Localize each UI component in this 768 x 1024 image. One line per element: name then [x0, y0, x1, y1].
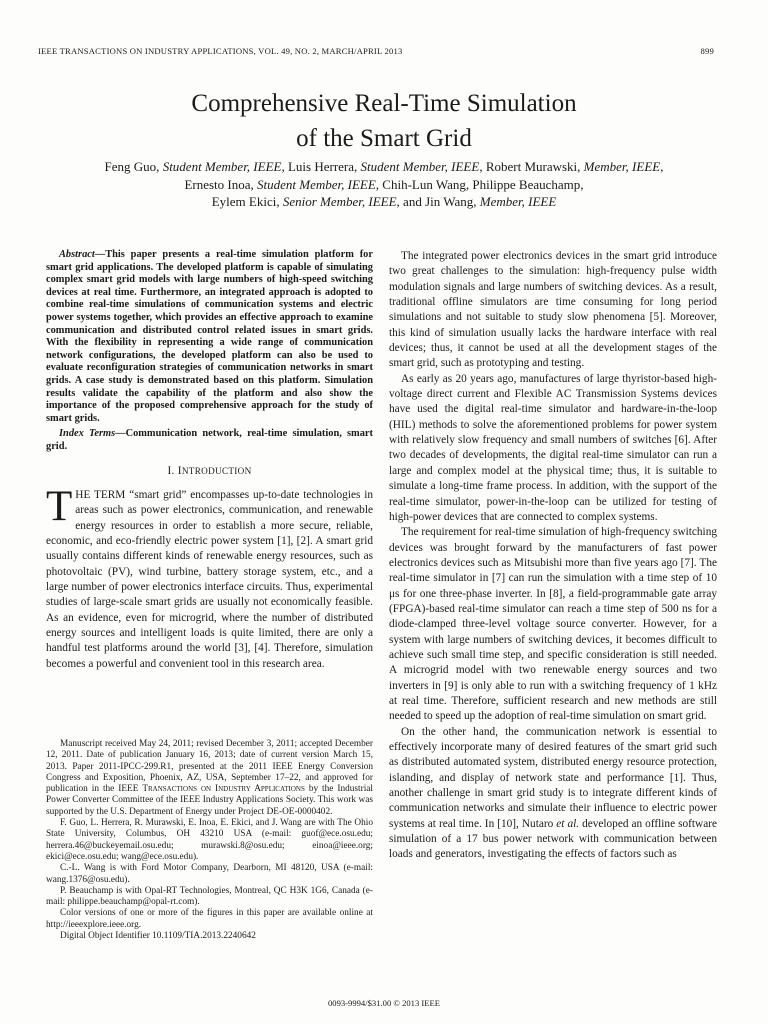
journal-citation: IEEE TRANSACTIONS ON INDUSTRY APPLICATIONS, VOL. 49, NO. 2, MARCH/APRIL 2013 — [38, 46, 403, 56]
title-line-1: Comprehensive Real-Time Simulation — [191, 90, 577, 117]
author-membership: Member, IEEE — [583, 159, 661, 174]
author-text: Feng Guo, — [104, 159, 163, 174]
body-text: developed an offline software simulation of a 17 bus power network with communication between loads and generators, investigating the effects of factors such as — [389, 817, 717, 861]
author-text: Ernesto Inoa, — [184, 176, 257, 192]
introduction-text: HE TERM “smart grid” encompasses up-to-date technologies in areas such as power electronics, communication, and renewable energy resources in order to establish a more secure, reliable, economic, and eco-friendly electric power system [1], [2]. A smart grid usually contains different kinds of renewable energy resources, such as photovoltaic (PV), wind turbine, battery storage system, etc., and a large number of power electronics interface circuits. Thus, experimental studies of large-scale smart grids are usually not economically feasible. As an evidence, even for microgrid, where the number of distributed energy sources and intelligent loads is quite limited, there are only a handful test platforms around the world [3], [4]. Therefore, simulation becomes a powerful and convenient tool in this research area. — [46, 488, 373, 670]
author-membership: Senior Member, IEEE — [282, 194, 397, 209]
journal-name: Transactions on Industry Applications — [142, 784, 305, 795]
title-line-2: of the Smart Grid — [296, 125, 472, 152]
author-text: Eylem Ekici, — [211, 194, 283, 209]
manuscript-note-text: Manuscript received May 24, 2011; revised December 3, 2011; accepted December 12, 2011. Date of publication January 16, 2013; date of current version March 15, 2013. Paper 2011-IPCC-299.R1, presented at the 2011 IEEE Energy Conversion Congress and Exposition, Phoenix, AZ, USA, September 17–22, and approved for publication in the IEEE — [46, 739, 373, 795]
body-text-italic: et al. — [556, 817, 580, 830]
section-number: I. — [167, 464, 178, 477]
index-terms — [46, 428, 373, 453]
index-terms-text: —Communication network, real-time simulation, smart grid. — [46, 428, 373, 452]
author-membership: Student Member, IEEE — [162, 159, 282, 174]
author-list — [50, 158, 718, 211]
body-paragraph: The requirement for real-time simulation of high-frequency switching devices was brought forward by the manufacturers of fast power electronics devices such as Mitsubishi more than five years ago [7]. The real-time simulator in [7] can run the simulation with a time step of 10 μs for one three-phase inverter. In [8], a field-programmable gate array (FPGA)-based real-time simulator can reach a time step of 500 ns for a diode-clamped three-level voltage source converter. However, for a system with large numbers of switching devices, it becomes difficult to achieve such small time step, and specific consideration is still needed. A microgrid model with two renewable energy sources and two inverters in [9] is only able to run with a switching frequency of 1 kHz at real time. Therefore, sufficient research and new methods are still needed to speed up the adoption of real-time simulation on smart grid. — [389, 526, 717, 723]
authors-line-3 — [50, 193, 718, 211]
body-text: On the other hand, the communication network is essential to effectively incorporate many of desired features of the smart grid such as distributed automated system, distributed energy resource protection, islanding, and display of network state and performance [1]. Thus, another challenge in smart grid study is to integrate different kinds of communication networks and simulate their influence to electric power systems at real time. In [10], Nutaro — [389, 725, 717, 830]
body-paragraph: The integrated power electronics devices in the smart grid introduce two great challenges to the simulation: high-frequency pulse width modulation signals and large numbers of switching devices. As a result, traditional offline simulators are time consuming for long period simulations and not suitable to study slow phenomena [5]. Moreover, this kind of simulation usually lacks the hardware interface with real devices; thus, it cannot be used at all the development stages of the smart grid, such as prototyping and testing. — [389, 250, 717, 370]
drop-cap: T — [46, 482, 73, 530]
first-page-footnote — [46, 739, 373, 942]
author-text: , — [660, 159, 664, 174]
introduction-paragraph — [46, 482, 373, 672]
left-column — [46, 249, 373, 672]
manuscript-note — [46, 739, 373, 818]
author-text: , Robert Murawski, — [479, 159, 584, 174]
author-membership: Student Member, IEEE — [360, 159, 480, 174]
author-membership: Member, IEEE — [479, 194, 557, 209]
doi-note: Digital Object Identifier 10.1109/TIA.2013.2240642 — [60, 931, 256, 942]
authors-line-2 — [50, 176, 718, 194]
section-title-initial: I — [177, 464, 182, 477]
color-figures-note: Color versions of one or more of the figures in this paper are available online at http://ieeexplore.ieee.org. — [46, 908, 373, 930]
page-number: 899 — [700, 46, 714, 56]
authors-line-1 — [50, 158, 718, 176]
author-text: , and Jin Wang, — [396, 194, 480, 209]
author-text: , Luis Herrera, — [281, 159, 361, 174]
abstract-text: —This paper presents a real-time simulation platform for smart grid applications. The developed platform is capable of simulating complex smart grid models with large numbers of high-speed switching devices at real time. Furthermore, an integrated approach is adopted to combine real-time simulations of communication systems and electric power systems together, which provides an effective approach to examine communication and distributed control related issues in smart grids. With the flexibility in representing a wide range of communication network configurations, the developed platform can also be used to evaluate reconfiguration strategies of communication networks in smart grids. A case study is demonstrated based on this platform. Simulation results validate the capability of the platform and also show the importance of the proposed comprehensive approach for the study of smart grids. — [46, 249, 373, 424]
body-paragraph — [389, 725, 717, 863]
body-paragraph: As early as 20 years ago, manufactures of large thyristor-based high-voltage direct current and Flexible AC Transmission Systems devices have used the digital real-time simulator and hardware-in-the-loop (HIL) methods to solve the aforementioned problems for power system with relatively slow frequency and small numbers of switches [6]. After two decades of developments, the digital real-time simulator can run a large and complex model at the physical time; thus, it is suitable to simulate a long-time frame process. In addition, with the support of the real-time simulator, power-in-the-loop can be utilized for testing of high-power devices that are connected to complex systems. — [389, 372, 717, 523]
section-heading-introduction — [46, 464, 373, 479]
author-membership: Student Member, IEEE — [257, 176, 376, 192]
affiliation-ford: C.-L. Wang is with Ford Motor Company, Dearborn, MI 48120, USA (e-mail: wang.1376@osu.edu). — [46, 863, 373, 885]
manuscript-note-text: by the Industrial Power Converter Committee of the IEEE Industry Applications Society. This work was supported by the U.S. Department of Energy under Project DE-OE-0000402. — [46, 784, 373, 817]
right-column — [389, 249, 717, 863]
paper-title — [60, 86, 708, 156]
affiliation-opal-rt: P. Beauchamp is with Opal-RT Technologies, Montreal, QC H3K 1G6, Canada (e-mail: philippe.beauchamp@opal-rt.com). — [46, 885, 373, 908]
abstract-label: Abstract — [59, 249, 95, 260]
affiliation-osu: F. Guo, L. Herrera, R. Murawski, E. Inoa, E. Ekici, and J. Wang are with The Ohio State University, Columbus, OH 43210 USA (e-mail: guof@ece.osu.edu; herrera.46@buckeyemail.osu.edu; murawski.8@osu.edu; einoa@ieee.org; ekici@ece.osu.edu; wang@ece.osu.edu). — [46, 818, 373, 862]
abstract — [46, 249, 373, 425]
copyright-footer: 0093-9994/$31.00 © 2013 IEEE — [327, 998, 441, 1008]
index-terms-label: Index Terms — [59, 428, 116, 440]
section-title-rest: NTRODUCTION — [181, 465, 252, 476]
author-text: , Chih-Lun Wang, Philippe Beauchamp, — [375, 176, 584, 192]
